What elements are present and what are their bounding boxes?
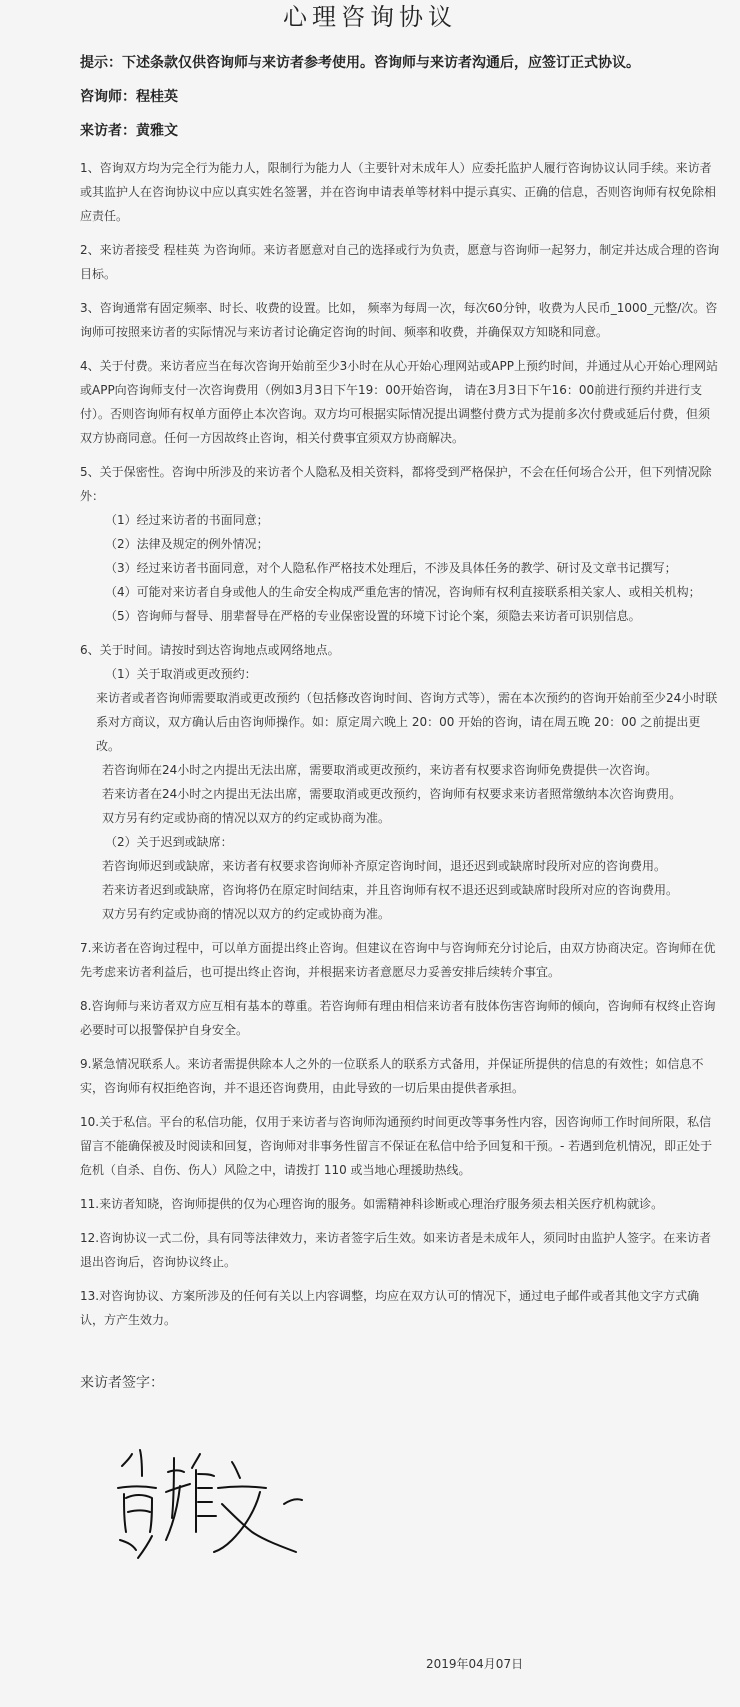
signature-date: 2019年04月07日: [426, 1657, 524, 1671]
clause-6-intro: 6、关于时间。请按时到达咨询地点或网络地点。: [80, 643, 340, 657]
clause-11: 11.来访者知晓，咨询师提供的仅为心理咨询的服务。如需精神科诊断或心理治疗服务须去相关医疗机构就诊。: [80, 1197, 664, 1211]
agreement-body: [80, 156, 720, 1342]
clause-6-sub1-title: （1）关于取消或更改预约：: [105, 667, 257, 681]
clause-6-sub1-line: 来访者或者咨询师需要取消或更改预约（包括修改咨询时间、咨询方式等），需在本次预约的咨询开始前至少24小时联系对方商议，双方确认后由咨询师操作。如：原定周六晚上 20：00 开始的咨询，请在周五晚 20：00 之前提出更改。: [96, 691, 718, 753]
signature-label: 来访者签字：: [80, 1375, 164, 1391]
clause-2: 2、来访者接受 程桂英 为咨询师。来访者愿意对自己的选择或行为负责，愿意与咨询师一起努力，制定并达成合理的咨询目标。: [80, 243, 720, 281]
clause-5-item: （2）法律及规定的例外情况；: [105, 537, 269, 551]
page-title: 心理咨询协议: [283, 3, 457, 31]
clause-5-intro: 5、关于保密性。咨询中所涉及的来访者个人隐私及相关资料，都将受到严格保护，不会在任何场合公开，但下列情况除外：: [80, 465, 712, 503]
clause-4: 4、关于付费。来访者应当在每次咨询开始前至少3小时在从心开始心理网站或APP上预约时间，并通过从心开始心理网站或APP向咨询师支付一次咨询费用（例如3月3日下午19：00开始咨询， 请在3月3日下午16：00前进行预约并进行支付）。否则咨询师有权单方面停止本次咨询。双方均可根据实际情况提出调整付费方式为提前多次付费或延后付费，但须双方协商同意。任何一方因故终止咨询，相关付费事宜须双方协商解决。: [80, 359, 718, 445]
clause-6-sub1-line: 若咨询师在24小时之内提出无法出席，需要取消或更改预约，来访者有权要求咨询师免费提供一次咨询。: [102, 763, 658, 777]
clause-5-item: （3）经过来访者书面同意，对个人隐私作严格技术处理后，不涉及具体任务的教学、研讨及文章书记撰写；: [105, 561, 677, 575]
clause-6-sub2-line: 若咨询师迟到或缺席，来访者有权要求咨询师补齐原定咨询时间，退还迟到或缺席时段所对应的咨询费用。: [102, 859, 667, 873]
clause-12: 12.咨询协议一式二份，具有同等法律效力，来访者签字后生效。如来访者是未成年人，须同时由监护人签字。在来访者退出咨询后，咨询协议终止。: [80, 1231, 712, 1269]
clause-6-sub2-line: 双方另有约定或协商的情况以双方的约定或协商为准。: [102, 907, 391, 921]
clause-5-item: （5）咨询师与督导、朋辈督导在严格的专业保密设置的环境下讨论个案，须隐去来访者可识别信息。: [105, 609, 641, 623]
clause-3: 3、咨询通常有固定频率、时长、收费的设置。比如， 频率为每周一次，每次60分钟，收费为人民币_1000_元整/次。咨询师可按照来访者的实际情况与来访者讨论确定咨询的时间、频率和收费，并确保双方知晓和同意。: [80, 301, 718, 339]
clause-6-sub1-line: 双方另有约定或协商的情况以双方的约定或协商为准。: [102, 811, 391, 825]
hint-text: 提示：下述条款仅供咨询师与来访者参考使用。咨询师与来访者沟通后，应签订正式协议。: [80, 55, 640, 71]
clause-13: 13.对咨询协议、方案所涉及的任何有关以上内容调整，均应在双方认可的情况下，通过电子邮件或者其他文字方式确认，方产生效力。: [80, 1289, 700, 1327]
clause-10: 10.关于私信。平台的私信功能，仅用于来访者与咨询师沟通预约时间更改等事务性内容，因咨询师工作时间所限，私信留言不能确保被及时阅读和回复，咨询师对非事务性留言不保证在私信中给予回复和干预。- 若遇到危机情况，即正处于危机（自杀、自伤、伤人）风险之中，请拨打 110 或当地心理援助热线。: [80, 1115, 713, 1177]
clause-5-item: （4）可能对来访者自身或他人的生命安全构成严重危害的情况，咨询师有权利直接联系相关家人、或相关机构；: [105, 585, 701, 599]
clause-7: 7.来访者在咨询过程中，可以单方面提出终止咨询。但建议在咨询中与咨询师充分讨论后，由双方协商决定。咨询师在优先考虑来访者利益后，也可提出终止咨询，并根据来访者意愿尽力妥善安排后续转介事宜。: [80, 941, 716, 979]
clause-6-sub2-title: （2）关于迟到或缺席：: [105, 835, 233, 849]
clause-8: 8.咨询师与来访者双方应互相有基本的尊重。若咨询师有理由相信来访者有肢体伤害咨询师的倾向，咨询师有权终止咨询必要时可以报警保护自身安全。: [80, 999, 716, 1037]
consultant-line: 咨询师：程桂英: [80, 89, 178, 105]
clause-6-sub1-line: 若来访者在24小时之内提出无法出席，需要取消或更改预约，咨询师有权要求来访者照常缴纳本次咨询费用。: [102, 787, 682, 801]
handwritten-signature: [100, 1428, 340, 1578]
clause-5-item: （1）经过来访者的书面同意；: [105, 513, 269, 527]
clause-1: 1、咨询双方均为完全行为能力人，限制行为能力人（主要针对未成年人）应委托监护人履行咨询协议认同手续。来访者或其监护人在咨询协议中应以真实姓名签署，并在咨询申请表单等材料中提示真实、正确的信息，否则咨询师有权免除相应责任。: [80, 161, 717, 223]
clause-6-sub2-line: 若来访者迟到或缺席，咨询将仍在原定时间结束，并且咨询师有权不退还迟到或缺席时段所对应的咨询费用。: [102, 883, 679, 897]
clause-9: 9.紧急情况联系人。来访者需提供除本人之外的一位联系人的联系方式备用，并保证所提供的信息的有效性；如信息不实，咨询师有权拒绝咨询，并不退还咨询费用，由此导致的一切后果由提供者承担。: [80, 1057, 704, 1095]
visitor-line: 来访者：黄雅文: [80, 123, 178, 139]
